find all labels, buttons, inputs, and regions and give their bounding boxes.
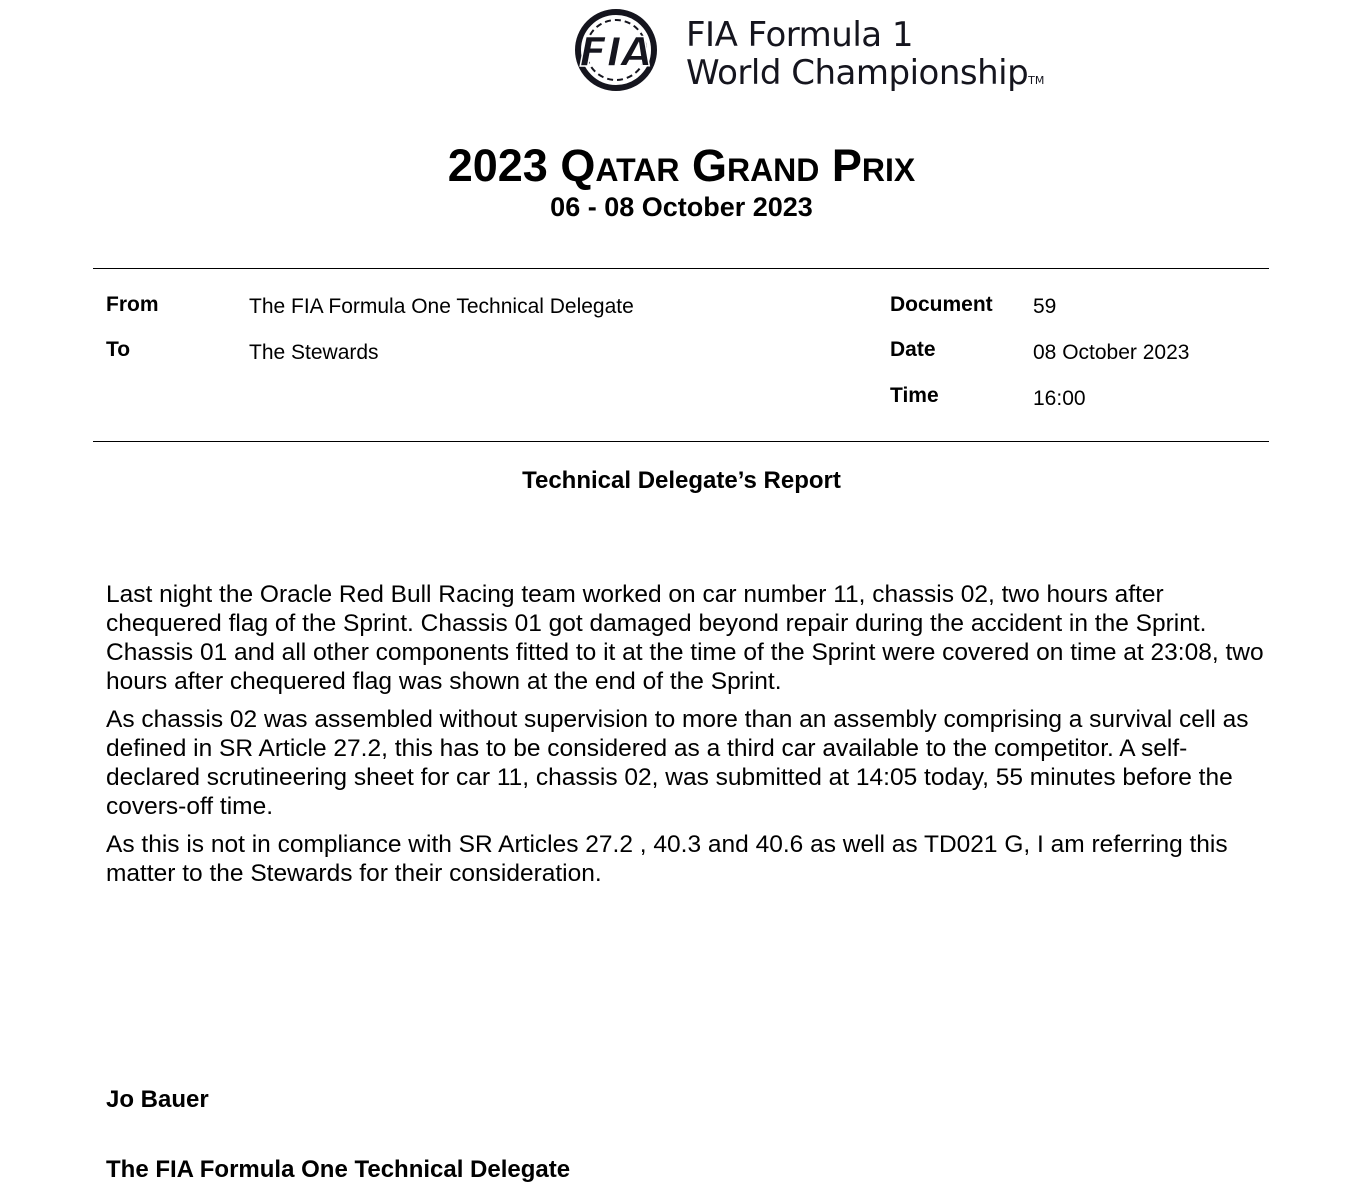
header-divider-bottom xyxy=(93,441,1269,442)
time-label: Time xyxy=(890,384,939,407)
trademark: TM xyxy=(1028,74,1045,87)
championship-title xyxy=(686,16,1044,100)
event-title: 2023 Qatar Grand Prix xyxy=(447,140,916,191)
time-value: 16:00 xyxy=(1033,387,1086,410)
from-label: From xyxy=(106,293,159,316)
report-title: Technical Delegate’s Report xyxy=(522,467,841,494)
header-divider-top xyxy=(93,268,1269,269)
document-label: Document xyxy=(890,293,993,316)
to-label: To xyxy=(106,338,131,361)
f1-logo-stripe-right xyxy=(456,18,538,88)
date-value: 08 October 2023 xyxy=(1033,341,1190,364)
f1-logo-stripe-mid xyxy=(362,64,396,88)
report-paragraph-3: As this is not in compliance with SR Articles 27.2 , 40.3 and 40.6 as well as TD021 G, I am referring this matter to the Stewards for their consideration. xyxy=(106,831,1228,887)
championship-line-2-text: World Championship xyxy=(686,53,1029,93)
fia-logo-text: FIA xyxy=(579,30,653,76)
event-dates: 06 - 08 October 2023 xyxy=(550,192,813,222)
fia-logo xyxy=(560,8,672,92)
report-paragraph-1: Last night the Oracle Red Bull Racing team worked on car number 11, chassis 02, two hours after chequered flag of the Sprint. Chassis 01 got damaged beyond repair during the accident in the Sprint. Chassis 01 and all other components fitted to it at the time of the Sprint were covered on time at 23:08, two hours after chequered flag was shown at the end of the Sprint. xyxy=(106,581,1264,695)
signature-role: The FIA Formula One Technical Delegate xyxy=(106,1156,571,1183)
date-label: Date xyxy=(890,338,936,361)
f1-logo-stripe-top xyxy=(284,38,334,88)
f1-logo xyxy=(284,12,564,88)
championship-line-1: FIA Formula 1 xyxy=(686,15,914,55)
header-logos xyxy=(284,8,1104,92)
document-value: 59 xyxy=(1033,295,1057,318)
report-body xyxy=(106,580,1276,897)
report-paragraph-2: As chassis 02 was assembled without supervision to more than an assembly comprising a survival cell as defined in SR Article 27.2, this has to be considered as a third car available to the competitor. A self-declared scrutineering sheet for car 11, chassis 02, was submitted at 14:05 today, 55 minutes before the covers-off time. xyxy=(106,706,1249,820)
championship-line-2 xyxy=(686,54,1044,100)
from-value: The FIA Formula One Technical Delegate xyxy=(249,295,634,318)
to-value: The Stewards xyxy=(249,341,379,364)
signature-name: Jo Bauer xyxy=(106,1086,209,1113)
